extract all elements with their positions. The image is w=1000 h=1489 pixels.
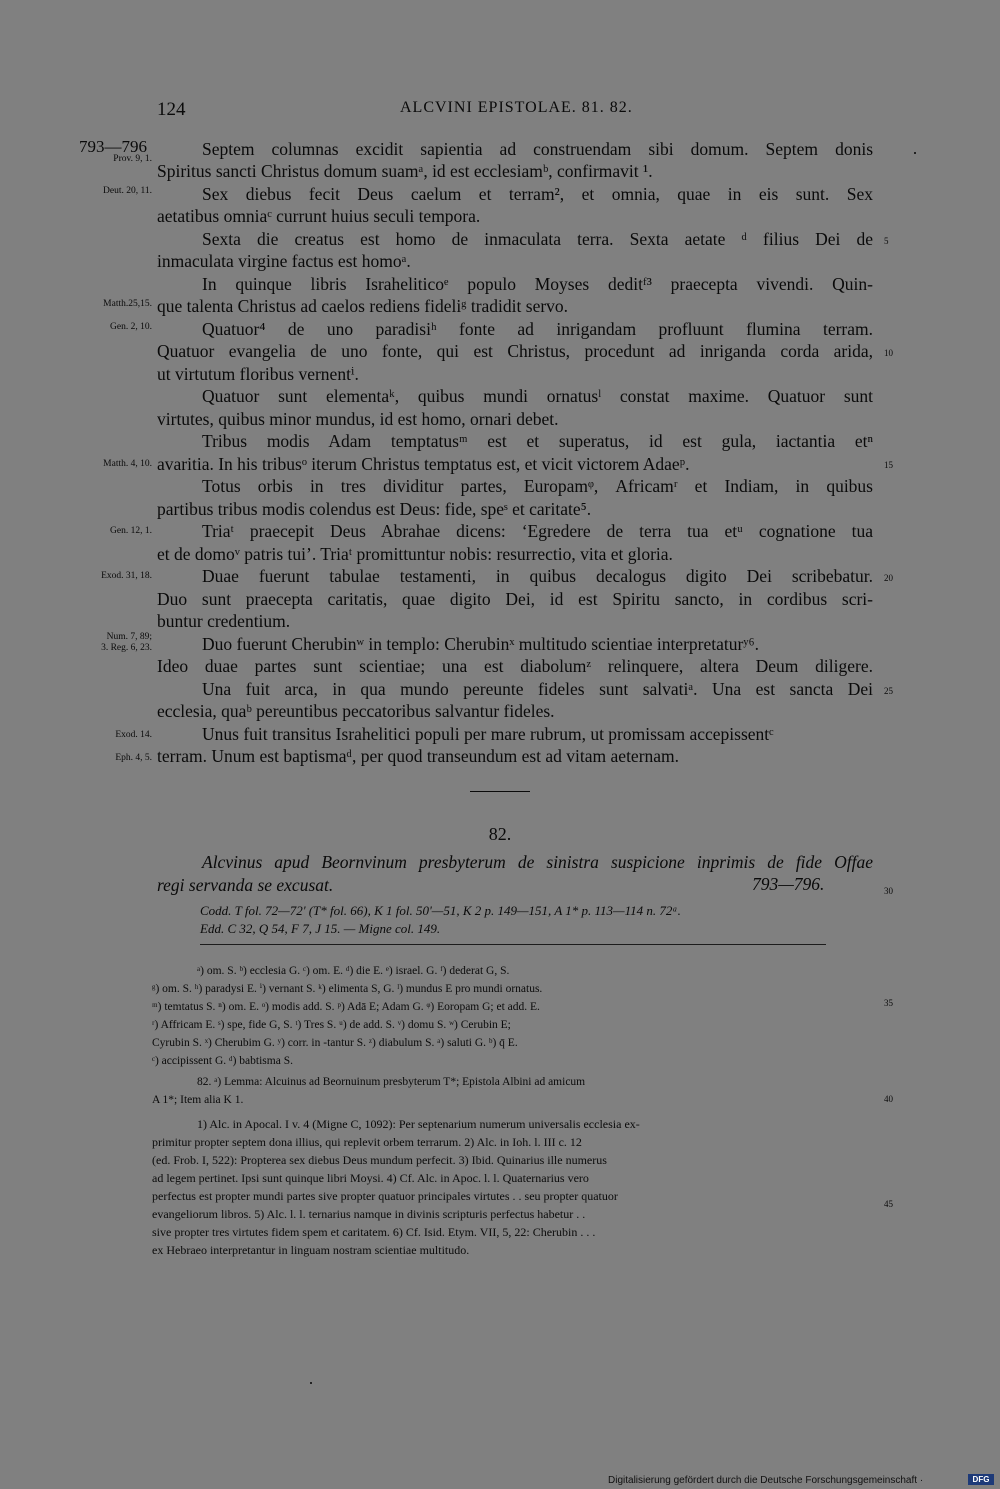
- text-line: et de domoᵛ patris tui’. Triaᵗ promittuntur nobis: resurrectio, vita et gloria.: [157, 544, 673, 564]
- source-note: primitur propter septem dona illius, qui replevit orbem terrarum. 2) Alc. in Ioh. l. III c. 12: [152, 1135, 582, 1149]
- text-line: avaritia. In his tribusᵒ iterum Christus temptatus est, et vicit victorem Adaeᵖ.: [157, 454, 690, 474]
- text-line: Quatuor evangelia de uno fonte, qui est Christus, procedunt ad inriganda corda arida,: [157, 341, 873, 361]
- text-line: Totus orbis in tres dividitur partes, Europamᵠ, Africamʳ et Indiam, in quibus: [202, 476, 873, 496]
- margin-ref: Matth. 4, 10.: [103, 459, 152, 469]
- section-divider: [470, 791, 530, 792]
- codices: Codd. T fol. 72—72' (T* fol. 66), K 1 fol. 50'—51, K 2 p. 149—151, A 1* p. 113—114 n. 72ᵃ.: [200, 903, 681, 918]
- text-line: virtutes, quibus minor mundus, id est homo, ornari debet.: [157, 409, 559, 429]
- apparatus-line: Cyrubin S. ˣ) Cherubim G. ʸ) corr. in -tantur S. ᶻ) diabulum S. ᵃ) saluti G. ᵇ) q̄ E.: [152, 1037, 518, 1049]
- line-number: 10: [884, 348, 893, 358]
- text-line: In quinque libris Israheliticoᵉ populo Moyses deditᶠ³ praecepta vivendi. Quin-: [202, 274, 873, 294]
- source-note: perfectus est propter mundi partes sive propter quatuor principales virtutes . . seu propter quatuor: [152, 1189, 618, 1203]
- text-line: Duo sunt praecepta caritatis, quae digito Dei, id est Spiritu sancto, in cordibus scri-: [157, 589, 873, 609]
- margin-ref: 3. Reg. 6, 23.: [101, 643, 152, 653]
- line-number: 15: [884, 460, 893, 470]
- line-number: 35: [884, 998, 893, 1008]
- text-line: Duo fuerunt Cherubinʷ in templo: Cherubinˣ multitudo scientiae interpretaturʸ⁶.: [202, 634, 759, 654]
- apparatus-line: ᵐ) temtatus S. ⁿ) om. E. ᵒ) modis add. S. ᵖ) Adā E; Adam G. ᵠ) Eoropam G; et add. E.: [152, 1001, 540, 1013]
- line-number: 30: [884, 886, 893, 896]
- letter-summary: Alcvinus apud Beornvinum presbyterum de sinistra suspicione inprimis de fide Offae: [202, 852, 873, 872]
- digitization-credit: Digitalisierung gefördert durch die Deutsche Forschungsgemeinschaft ·: [608, 1475, 924, 1486]
- text-line: aetatibus omniaᶜ currunt huius seculi tempora.: [157, 206, 481, 226]
- margin-ref: Deut. 20, 11.: [103, 186, 152, 196]
- margin-ref: Num. 7, 89;: [106, 632, 152, 642]
- date-range: 793—796: [79, 137, 147, 156]
- letter-number: 82.: [488, 824, 512, 844]
- text-line: Sex diebus fecit Deus caelum et terram², et omnia, quae in eis sunt. Sex: [202, 184, 873, 204]
- apparatus-rule: [200, 944, 826, 945]
- line-number: 40: [884, 1094, 893, 1104]
- margin-ref: Eph. 4, 5.: [115, 753, 152, 763]
- text-line: Septem columnas excidit sapientia ad construendam sibi domum. Septem donis: [202, 139, 873, 159]
- source-note: 1) Alc. in Apocal. I v. 4 (Migne C, 1092): Per septenarium numerum universalis ecclesia ex-: [197, 1117, 640, 1131]
- text-line: Una fuit arca, in qua mundo pereunte fideles sunt salvatiᵃ. Una est sancta Dei: [202, 679, 873, 699]
- page-number: 124: [157, 99, 186, 120]
- editions: Edd. C 32, Q 54, F 7, J 15. — Migne col. 149.: [200, 921, 441, 936]
- apparatus-line: ʳ) Affricam E. ˢ) spe, fide G, S. ᵗ) Tres S. ᵘ) de add. S. ᵛ) domu S. ʷ) Cerubin E;: [152, 1019, 511, 1031]
- text-line: ecclesia, quaᵇ pereuntibus peccatoribus salvantur fideles.: [157, 701, 555, 721]
- apparatus-line: ᵃ) om. S. ᵇ) ecclesia G. ᶜ) om. E. ᵈ) die E. ᵉ) israel. G. ᶠ) dederat G, S.: [197, 965, 510, 977]
- text-line: Unus fuit transitus Israhelitici populi per mare rubrum, ut promissam accepissentᶜ: [202, 724, 774, 744]
- letter-date: 793—796.: [752, 874, 825, 894]
- running-title: ALCVINI EPISTOLAE. 81. 82.: [400, 99, 633, 116]
- margin-ref: Gen. 2, 10.: [110, 322, 152, 332]
- text-line: Quatuor⁴ de uno paradisiʰ fonte ad inrigandam profluunt flumina terram.: [202, 319, 873, 339]
- text-line: terram. Unum est baptismaᵈ, per quod transeundum est ad vitam aeternam.: [157, 746, 680, 766]
- line-number: 45: [884, 1199, 893, 1209]
- margin-ref: Gen. 12, 1.: [110, 526, 152, 536]
- apparatus-line: 82. ᵃ) Lemma: Alcuinus ad Beornuinum presbyterum T*; Epistola Albini ad amicum: [197, 1076, 586, 1088]
- source-note: ad legem pertinet. Ipsi sunt quinque libri Moysi. 4) Cf. Alc. in Apoc. l. l. Quaternarius vero: [152, 1171, 589, 1185]
- text-line: Ideo duae partes sunt scientiae; una est diabolumᶻ relinquere, altera Deum diligere.: [157, 656, 873, 676]
- source-note: (ed. Frob. I, 522): Propterea sex diebus Deus mundum perfecit. 3) Ibid. Quinarius ille numerus: [152, 1153, 607, 1167]
- source-note: sive propter tres virtutes fidem spem et caritatem. 6) Cf. Isid. Etym. VII, 5, 22: Cherubin . . .: [152, 1225, 596, 1239]
- line-number: 20: [884, 573, 893, 583]
- text-line: partibus tribus modis colendus est Deus: fide, speˢ et caritate⁵.: [157, 499, 592, 519]
- text-line: que talenta Christus ad caelos rediens fideliᵍ tradidit servo.: [157, 296, 569, 316]
- line-number: 5: [884, 236, 889, 246]
- text-line: Duae fuerunt tabulae testamenti, in quibus decalogus digito Dei scribebatur.: [202, 566, 873, 586]
- apparatus-line: A 1*; Item alia K 1.: [152, 1094, 244, 1106]
- text-line: Spiritus sancti Christus domum suamᵃ, id est ecclesiamᵇ, confirmavit ¹.: [157, 161, 653, 181]
- text-line: Tribus modis Adam temptatusᵐ est et superatus, id est gula, iactantia etⁿ: [202, 431, 873, 451]
- text-line: Triaᵗ praecepit Deus Abrahae dicens: ‘Egredere de terra tua etᵘ cognatione tua: [202, 521, 873, 541]
- text-line: buntur credentium.: [157, 611, 291, 631]
- margin-ref: Prov. 9, 1.: [113, 154, 152, 164]
- dfg-logo: DFG: [968, 1474, 994, 1485]
- source-note: ex Hebraeo interpretantur in linguam nostram scientiae multitudo.: [152, 1243, 470, 1257]
- margin-ref: Exod. 31, 18.: [101, 571, 152, 581]
- speck: [310, 1382, 312, 1384]
- text-line: Quatuor sunt elementaᵏ, quibus mundi ornatusˡ constat maxime. Quatuor sunt: [202, 386, 873, 406]
- line-number: 25: [884, 686, 893, 696]
- text-line: inmaculata virgine factus est homoᵃ.: [157, 251, 411, 271]
- text-line: ut virtutum floribus vernentⁱ.: [157, 364, 359, 384]
- text-line: Sexta die creatus est homo de inmaculata terra. Sexta aetate ᵈ filius Dei de: [202, 229, 873, 249]
- source-note: evangeliorum libros. 5) Alc. l. l. ternarius namque in divinis scripturis perfectus habetur . .: [152, 1207, 586, 1221]
- speck: [914, 152, 916, 154]
- letter-summary: regi servanda se excusat.: [157, 875, 334, 895]
- apparatus-line: ᵍ) om. S. ʰ) paradysi E. ⁱ) vernant S. ᵏ) elimenta S, G. ˡ) mundus E pro mundi ornatus.: [152, 983, 543, 995]
- apparatus-line: ᶜ) accipissent G. ᵈ) babtisma S.: [152, 1055, 293, 1067]
- margin-ref: Matth.25,15.: [103, 299, 152, 309]
- margin-ref: Exod. 14.: [115, 730, 152, 740]
